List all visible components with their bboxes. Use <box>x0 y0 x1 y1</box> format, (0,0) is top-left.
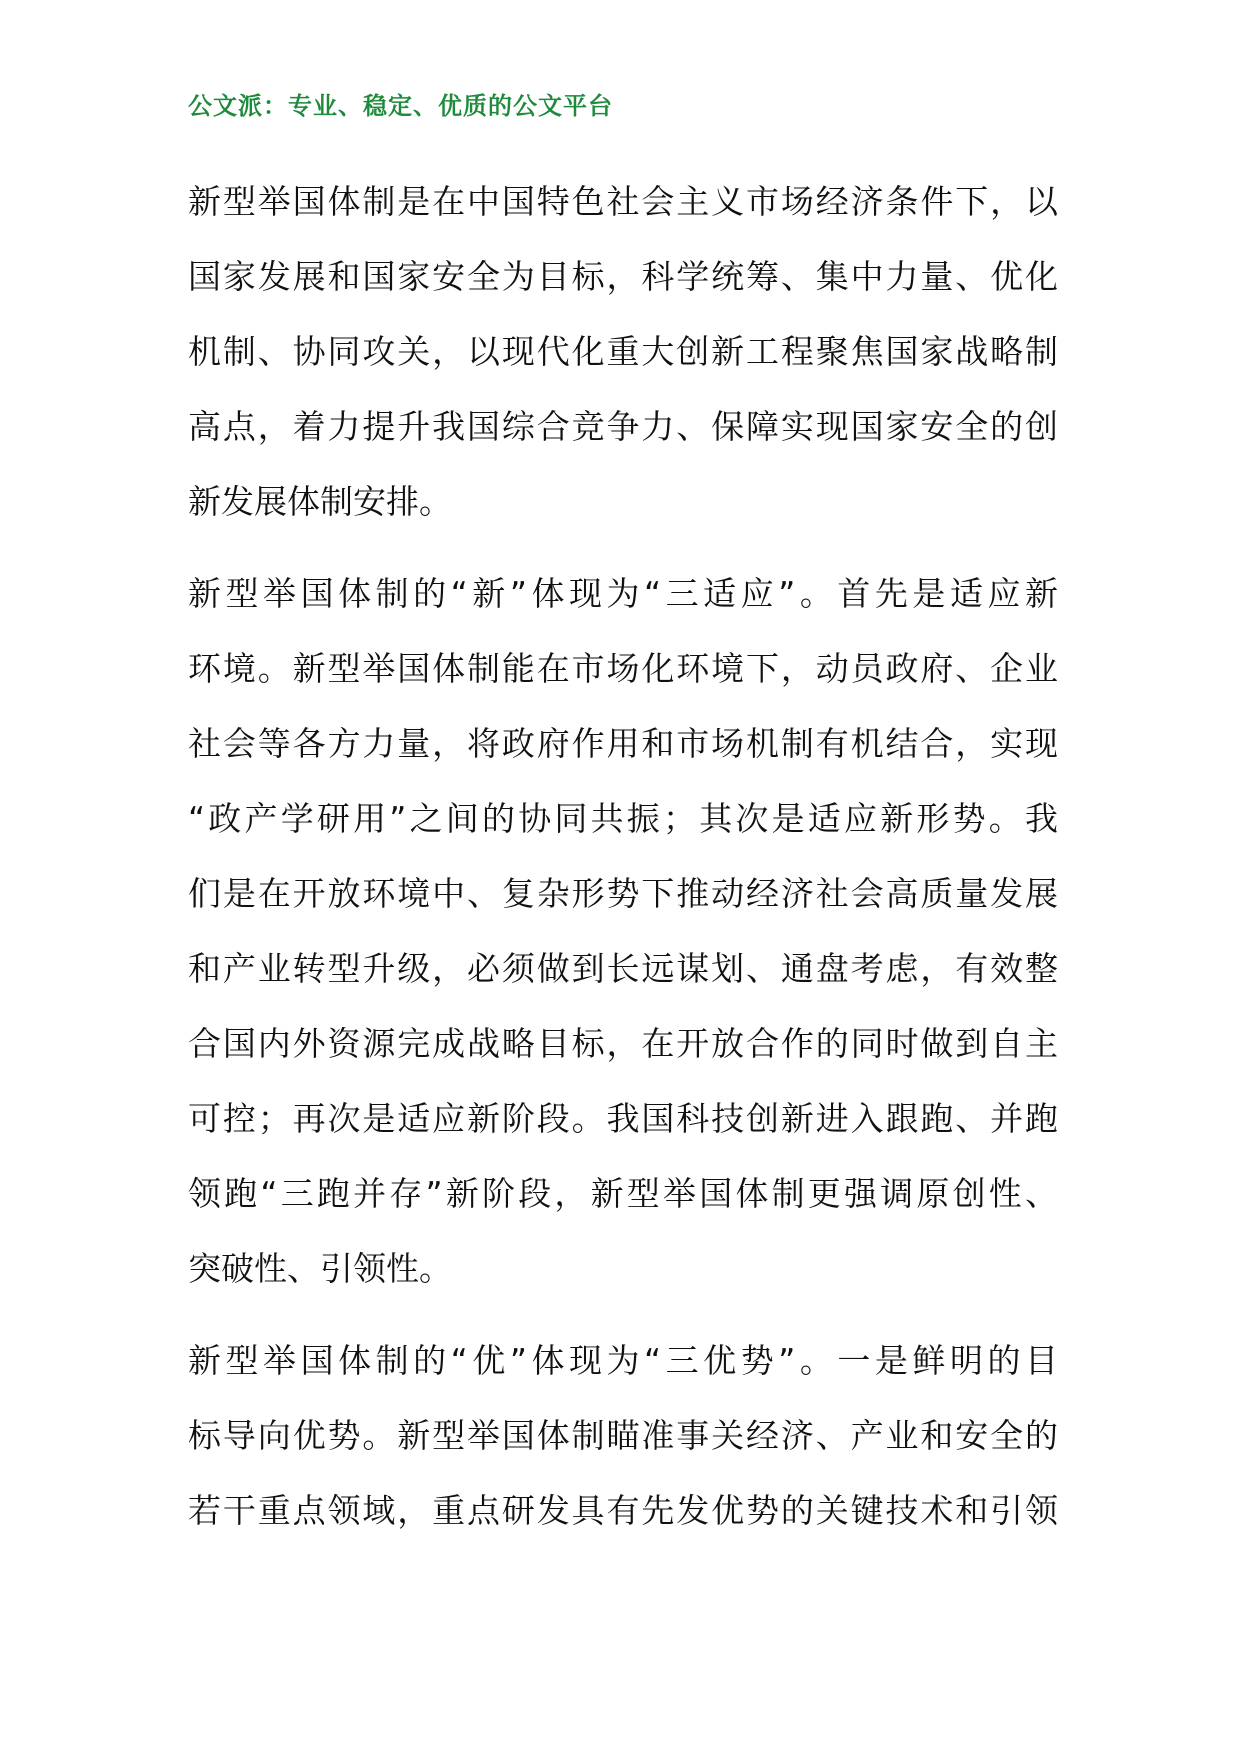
paragraph-3 <box>188 1323 1058 1548</box>
paragraph-1 <box>188 164 1058 539</box>
text-line: 高点，着力提升我国综合竞争力、保障实现国家安全的创 <box>188 407 1058 446</box>
text-line: 们是在开放环境中、复杂形势下推动经济社会高质量发展 <box>188 874 1058 913</box>
text-line: 环境。新型举国体制能在市场化环境下，动员政府、企业 <box>188 649 1058 688</box>
text-line: 和产业转型升级，必须做到长远谋划、通盘考虑，有效整 <box>188 949 1058 988</box>
text-line: 新型举国体制的“优”体现为“三优势”。一是鲜明的目 <box>188 1341 1058 1380</box>
paragraph-2 <box>188 556 1058 1306</box>
text-line: 合国内外资源完成战略目标，在开放合作的同时做到自主 <box>188 1024 1058 1063</box>
text-line: 新型举国体制是在中国特色社会主义市场经济条件下，以 <box>188 182 1058 221</box>
text-line: 若干重点领域，重点研发具有先发优势的关键技术和引领 <box>188 1491 1058 1530</box>
text-line: “政产学研用”之间的协同共振；其次是适应新形势。我 <box>188 799 1058 838</box>
text-line: 机制、协同攻关，以现代化重大创新工程聚焦国家战略制 <box>188 332 1058 371</box>
document-body <box>188 164 1058 1565</box>
text-line: 标导向优势。新型举国体制瞄准事关经济、产业和安全的 <box>188 1416 1058 1455</box>
text-line: 社会等各方力量，将政府作用和市场机制有机结合，实现 <box>188 724 1058 763</box>
text-line: 突破性、引领性。 <box>188 1249 452 1288</box>
text-line: 新发展体制安排。 <box>188 482 452 521</box>
text-line: 领跑“三跑并存”新阶段，新型举国体制更强调原创性、 <box>188 1174 1058 1213</box>
text-line: 可控；再次是适应新阶段。我国科技创新进入跟跑、并跑 <box>188 1099 1058 1138</box>
header-banner: 公文派：专业、稳定、优质的公文平台 <box>188 92 613 120</box>
text-line: 新型举国体制的“新”体现为“三适应”。首先是适应新 <box>188 574 1058 613</box>
text-line: 国家发展和国家安全为目标，科学统筹、集中力量、优化 <box>188 257 1058 296</box>
